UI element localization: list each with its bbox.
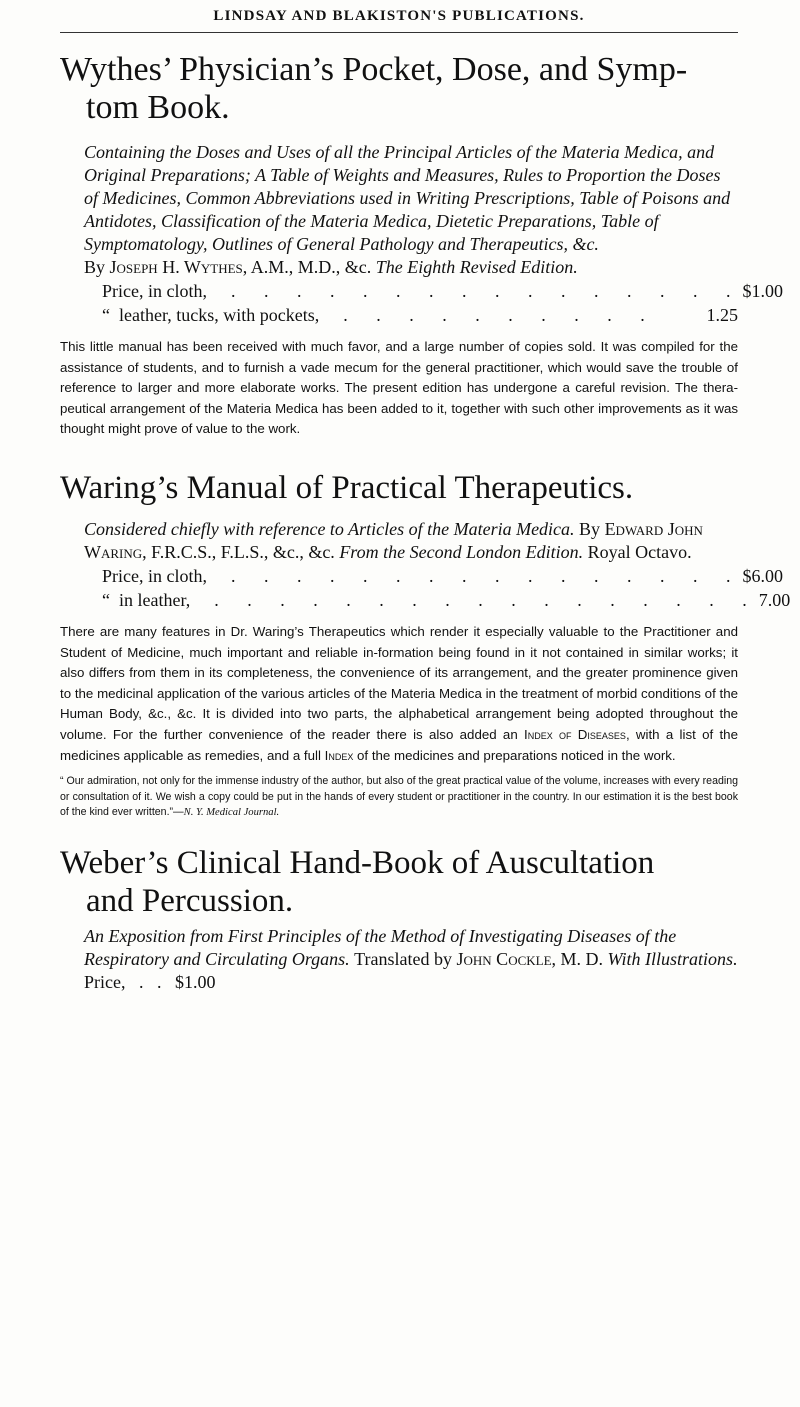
leader-dots: . . bbox=[129, 971, 171, 992]
author-prefix: By bbox=[84, 257, 106, 277]
leader-dots: . . . . . . . . . . . . . . . . . bbox=[214, 589, 759, 610]
running-head: LINDSAY AND BLAKISTON'S PUBLICATIONS. bbox=[213, 8, 585, 24]
format-note: Royal Octavo. bbox=[587, 541, 692, 562]
translator-name: John Cockle bbox=[456, 948, 552, 969]
edition-note: The Eighth Revised Edition. bbox=[375, 257, 578, 277]
blurb-text: of the medicines and preparations noticed in the work. bbox=[357, 747, 676, 763]
price-label: Price, bbox=[84, 971, 126, 992]
description-text: An Exposition from First Principles of the Method of Investigating Diseases of the Respiratory and Circulating Organs. bbox=[84, 925, 677, 969]
translated-by: Translated by bbox=[354, 948, 453, 969]
edition-note: From the Second London Edition. bbox=[339, 541, 584, 562]
leader-dots: . . . . . . . . . . . . . . . . bbox=[230, 281, 743, 301]
price-label: “ in leather, bbox=[102, 589, 191, 610]
title-line: tom Book. bbox=[86, 89, 230, 126]
price-label: Price, in cloth, bbox=[102, 281, 207, 301]
price-amount: 7.00 bbox=[758, 589, 791, 610]
book-blurb: This little manual has been received with much favor, and a large number of copies sold. It was compiled for the assistance of students, and to furnish a vade mecum for the general practitioner, which would save the trouble of reference to larger and more elaborate works. The present edition has undergone a careful revision. The thera-peutical arrangement of the Materia Medica has been added to it, together with such other improvements as it was thought might prove of value to the work. bbox=[60, 339, 738, 437]
book-description bbox=[84, 141, 738, 279]
leader-dots: . . . . . . . . . . bbox=[343, 305, 657, 325]
price-amount: $6.00 bbox=[742, 565, 783, 586]
price-label: Price, in cloth, bbox=[102, 565, 207, 586]
price-row bbox=[102, 303, 738, 327]
title-line: and Percussion. bbox=[86, 882, 294, 919]
description-text: Considered chiefly with reference to Articles of the Materia Medica. bbox=[84, 518, 575, 539]
index-label: Index bbox=[324, 747, 354, 763]
title-line: Weber’s Clinical Hand-Book of Auscultation bbox=[60, 844, 655, 881]
price-amount: $1.00 bbox=[174, 971, 216, 992]
book-title-waring: Waring’s Manual of Practical Therapeutics. bbox=[60, 469, 634, 506]
author-credentials: , A.M., M.D., &c. bbox=[242, 257, 372, 277]
book-title-wythes bbox=[60, 51, 738, 127]
translator-credentials: , M. D. bbox=[551, 948, 604, 969]
index-diseases: Index of Diseases bbox=[524, 726, 626, 742]
book-title-weber bbox=[60, 843, 738, 919]
book-description bbox=[84, 518, 738, 564]
quote-source: N. Y. Medical Journal. bbox=[183, 807, 280, 819]
price-amount: 1.25 bbox=[706, 305, 738, 325]
blurb-text: , with a list of the medicines applicable as remedies, and a full bbox=[60, 726, 738, 763]
description-text: Containing the Doses and Uses of all the Principal Articles of the Materia Medica, and Original Preparations; A Table of Weights and Measures, Rules to Proportion the Doses of Medicines, Common Abbreviations used in Writing Prescriptions, Table of Poisons and Antidotes, Classification of the Materia Medica, Dietetic Preparations, Table of Symptomatology, Outlines of General Pathology and Therapeutics, &c. bbox=[84, 142, 731, 254]
price-row bbox=[102, 588, 791, 612]
illustrations-note: With Illustrations. bbox=[607, 948, 738, 969]
leader-dots: . . . . . . . . . . . . . . . . bbox=[230, 565, 743, 586]
book-blurb bbox=[60, 622, 738, 766]
price-row bbox=[102, 279, 783, 303]
blurb-text: There are many features in Dr. Waring’s Therapeutics which render it especially valuable to the Practitioner and Student of Medicine, much important and reliable in-formation being found in it not contained in similar works; it also differs from them in its completeness, the convenience of its arrangement, and the greater prominence given to the medicinal application of the various articles of the Materia Medica in the treatment of morbid conditions of the Human Body, &c., &c. It is divided into two parts, the alphabetical arrangement being adopted throughout the volume. For the further convenience of the reader there is also added an bbox=[60, 623, 738, 742]
price-label: “ leather, tucks, with pockets, bbox=[102, 305, 320, 325]
author-name: Edward John Waring bbox=[84, 518, 703, 562]
author-prefix: By bbox=[579, 518, 601, 539]
author-credentials: , F.R.C.S., F.L.S., &c., &c. bbox=[142, 541, 335, 562]
header-rule bbox=[60, 32, 738, 33]
price-row bbox=[102, 564, 783, 588]
review-quote bbox=[60, 774, 738, 821]
quote-text: “ Our admiration, not only for the immense industry of the author, but also of the great practical value of the volume, increases with every reading or consultation of it. We wish a copy could be put in the hands of every student or practitioner in the country. In our estimation it is the best book of the kind ever written.”— bbox=[60, 775, 738, 819]
price-amount: $1.00 bbox=[742, 281, 783, 301]
author-name: Joseph H. Wythes bbox=[109, 257, 243, 277]
title-line: Wythes’ Physician’s Pocket, Dose, and Symp- bbox=[60, 51, 688, 88]
book-description bbox=[84, 925, 738, 994]
